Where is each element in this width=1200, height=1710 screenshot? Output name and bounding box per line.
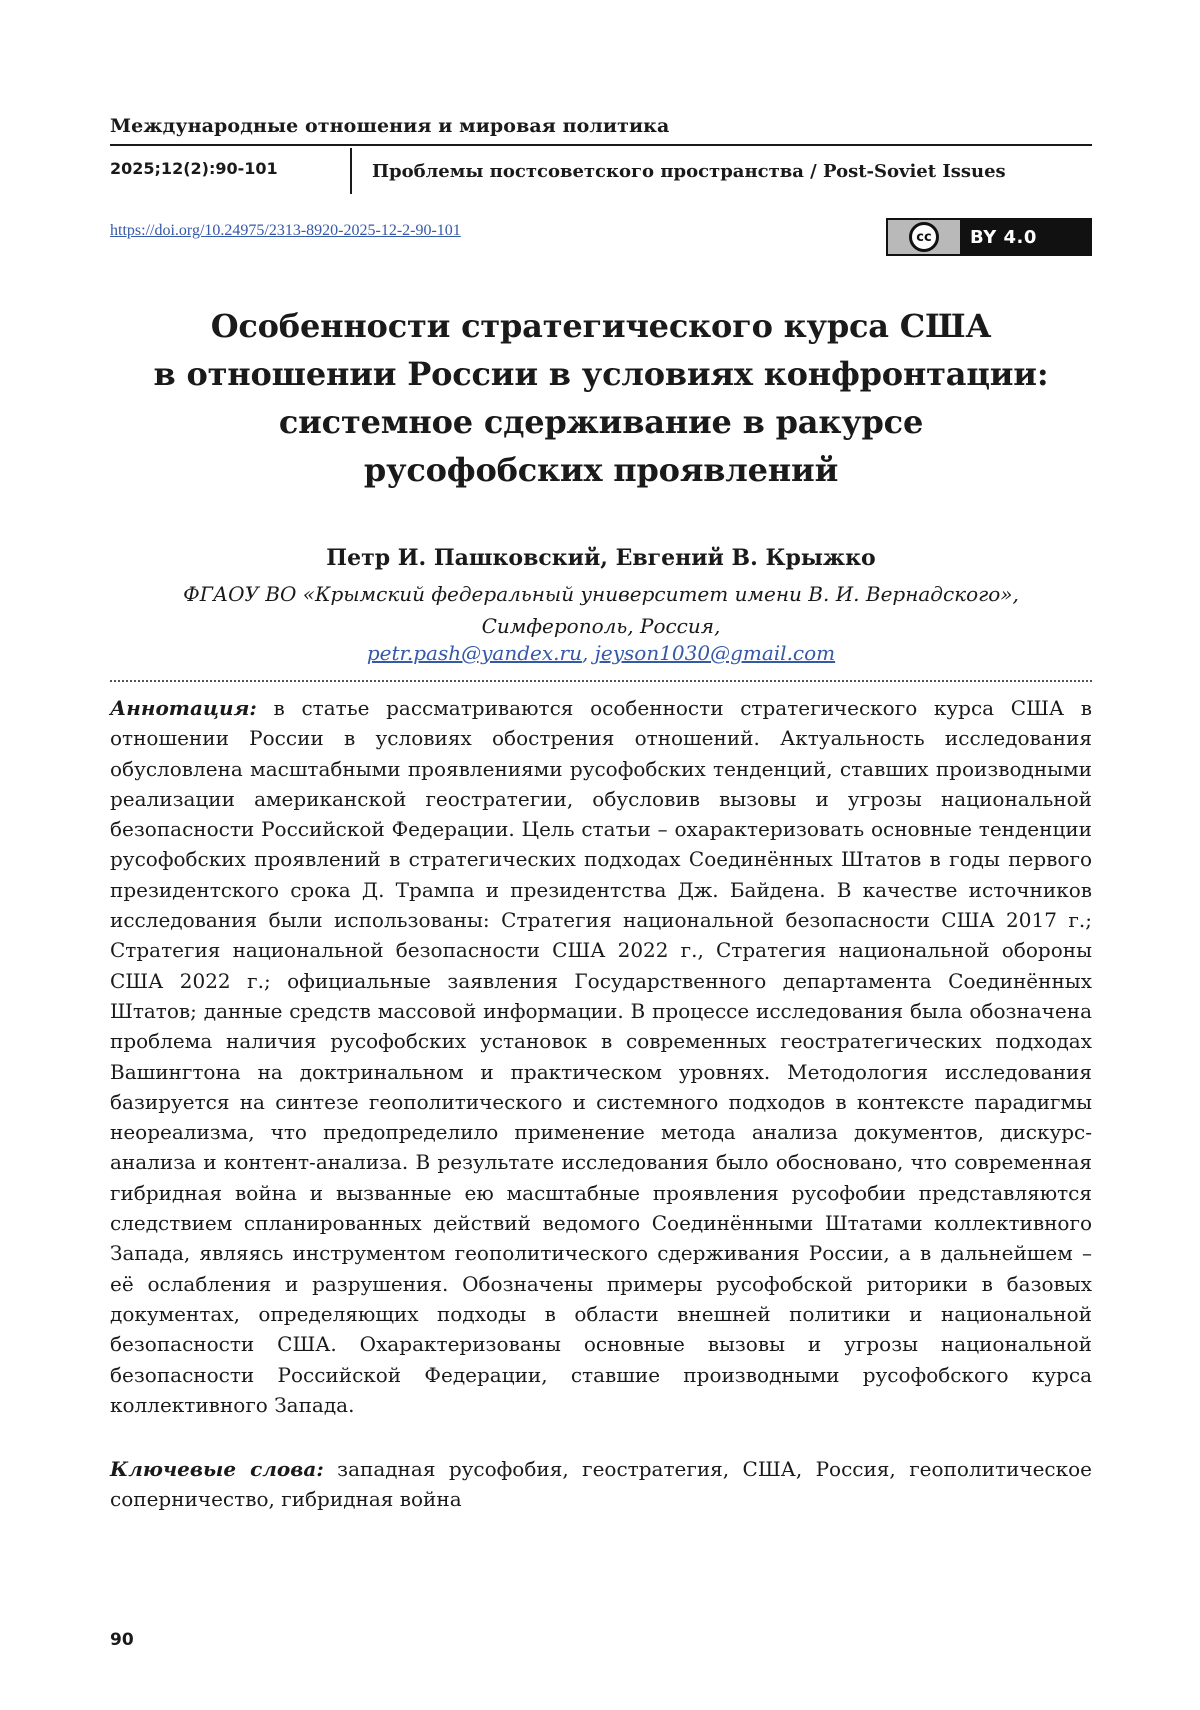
header-rule: [110, 144, 1092, 146]
issue-reference: 2025;12(2):90-101: [110, 159, 278, 178]
header-vertical-divider: [350, 148, 352, 194]
keywords-text: западная русофобия, геостратегия, США, Россия, геополитическое соперничество, гибридная война: [110, 1457, 1092, 1511]
section-title: Международные отношения и мировая политика: [110, 115, 669, 137]
journal-name: Проблемы постсоветского пространства / Post-Soviet Issues: [372, 161, 1006, 182]
email-separator: ,: [582, 641, 595, 665]
keywords-label: Ключевые слова:: [110, 1457, 324, 1481]
article-title: [110, 302, 1092, 494]
title-line: системное сдерживание в ракурсе: [110, 398, 1092, 446]
title-line: Особенности стратегического курса США: [110, 302, 1092, 350]
title-line: русофобских проявлений: [110, 446, 1092, 494]
abstract-label: Аннотация:: [110, 696, 257, 720]
email-link[interactable]: petr.pash@yandex.ru: [367, 641, 582, 665]
cc-logo: [888, 220, 960, 254]
author-emails: [110, 641, 1092, 665]
keywords: [110, 1454, 1092, 1514]
cc-icon: cc: [909, 222, 939, 252]
affiliation: [110, 578, 1092, 642]
dotted-divider: [110, 680, 1092, 682]
title-line: в отношении России в условиях конфронтации:: [110, 350, 1092, 398]
abstract-text: в статье рассматриваются особенности стратегического курса США в отношении России в условиях обострения отношений. Актуальность исследования обусловлена масштабными проявлениями русофобских тенденций, ставших производными реализации американской геостратегии, обусловив вызовы и угрозы национальной безопасности Российской Федерации. Цель статьи – охарактеризовать основные тенденции русофобских проявлений в стратегических подходах Соединённых Штатов в годы первого президентского срока Д. Трампа и президентства Дж. Байдена. В качестве источников исследования были использованы: Стратегия национальной безопасности США 2017 г.; Стратегия национальной безопасности США 2022 г., Стратегия национальной обороны США 2022 г.; официальные заявления Государственного департамента Соединённых Штатов; данные средств массовой информации. В процессе исследования была обозначена проблема наличия русофобских установок в современных геостратегических подходах Вашингтона на доктринальном и практическом уровнях. Методология исследования базируется на синтезе геополитического и системного подходов в контексте парадигмы неореализма, что предопределило применение метода анализа документов, дискурс-анализа и контент-анализа. В результате исследования было обосновано, что современная гибридная война и вызванные ею масштабные проявления русофобии представляются следствием спланированных действий ведомого Соединёнными Штатами коллективного Запада, являясь инструментом геополитического сдерживания России, а в дальнейшем – её ослабления и разрушения. Обозначены примеры русофобской риторики в базовых документах, определяющих подходы в области внешней политики и национальной безопасности США. Охарактеризованы основные вызовы и угрозы национальной безопасности Российской Федерации, ставшие производными русофобского курса коллективного Запада.: [110, 696, 1092, 1417]
cc-license-badge[interactable]: [886, 218, 1092, 256]
license-text: BY 4.0: [960, 227, 1037, 248]
affiliation-line: ФГАОУ ВО «Крымский федеральный университет имени В. И. Вернадского»,: [110, 578, 1092, 610]
page-number: 90: [110, 1630, 134, 1650]
doi-link[interactable]: https://doi.org/10.24975/2313-8920-2025-12-2-90-101: [110, 222, 461, 240]
affiliation-line: Симферополь, Россия,: [110, 610, 1092, 642]
abstract: [110, 693, 1092, 1420]
authors: Петр И. Пашковский, Евгений В. Крыжко: [110, 545, 1092, 571]
email-link[interactable]: jeyson1030@gmail.com: [595, 641, 835, 665]
